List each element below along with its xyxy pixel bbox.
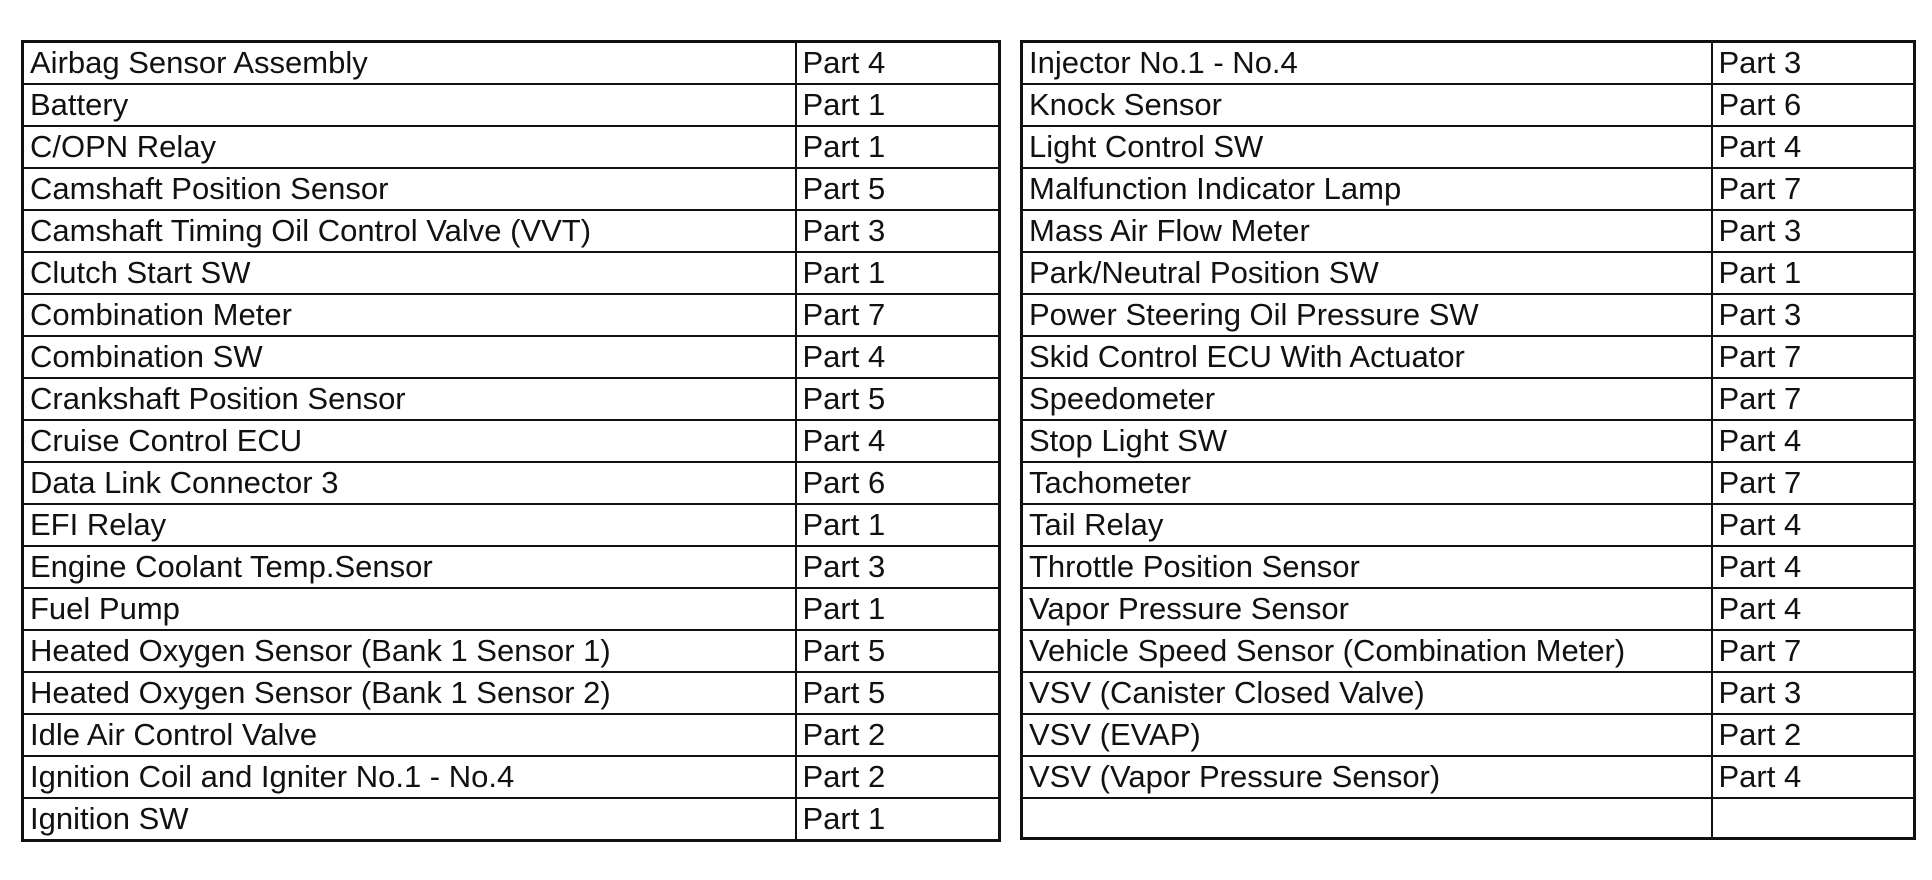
component-name-cell: Airbag Sensor Assembly — [23, 42, 796, 85]
part-reference-cell: Part 6 — [1712, 84, 1915, 126]
table-row — [23, 756, 1000, 798]
component-name-cell: Combination Meter — [23, 294, 796, 336]
component-name-cell: Skid Control ECU With Actuator — [1022, 336, 1712, 378]
table-row — [23, 168, 1000, 210]
component-name-cell: Heated Oxygen Sensor (Bank 1 Sensor 2) — [23, 672, 796, 714]
part-reference-cell: Part 4 — [796, 336, 1000, 378]
table-row — [23, 546, 1000, 588]
component-name-cell: Fuel Pump — [23, 588, 796, 630]
table-row — [1022, 588, 1915, 630]
table-row — [1022, 714, 1915, 756]
component-name-cell: Knock Sensor — [1022, 84, 1712, 126]
component-name-cell: Engine Coolant Temp.Sensor — [23, 546, 796, 588]
component-name-cell: Tachometer — [1022, 462, 1712, 504]
component-name-cell: Injector No.1 - No.4 — [1022, 42, 1712, 85]
component-name-cell: Ignition Coil and Igniter No.1 - No.4 — [23, 756, 796, 798]
component-name-cell: EFI Relay — [23, 504, 796, 546]
part-reference-cell: Part 3 — [1712, 294, 1915, 336]
part-reference-cell: Part 4 — [796, 420, 1000, 462]
component-name-cell: Park/Neutral Position SW — [1022, 252, 1712, 294]
part-reference-cell: Part 3 — [1712, 672, 1915, 714]
component-name-cell: Stop Light SW — [1022, 420, 1712, 462]
part-reference-cell: Part 1 — [796, 588, 1000, 630]
component-name-cell: Tail Relay — [1022, 504, 1712, 546]
left-table-body — [23, 42, 1000, 841]
table-row — [1022, 462, 1915, 504]
table-row — [23, 252, 1000, 294]
part-reference-cell: Part 7 — [1712, 462, 1915, 504]
table-row — [23, 210, 1000, 252]
table-row — [1022, 294, 1915, 336]
table-row — [1022, 84, 1915, 126]
component-name-cell: Throttle Position Sensor — [1022, 546, 1712, 588]
component-name-cell: Heated Oxygen Sensor (Bank 1 Sensor 1) — [23, 630, 796, 672]
part-reference-cell: Part 1 — [796, 126, 1000, 168]
part-reference-cell: Part 2 — [796, 756, 1000, 798]
table-row — [1022, 168, 1915, 210]
table-row — [23, 420, 1000, 462]
part-reference-cell: Part 1 — [796, 798, 1000, 841]
part-reference-cell: Part 7 — [1712, 168, 1915, 210]
part-reference-cell: Part 5 — [796, 672, 1000, 714]
part-reference-cell: Part 2 — [1712, 714, 1915, 756]
component-name-cell: Crankshaft Position Sensor — [23, 378, 796, 420]
part-reference-cell: Part 5 — [796, 378, 1000, 420]
part-reference-cell: Part 2 — [796, 714, 1000, 756]
part-reference-cell: Part 4 — [1712, 546, 1915, 588]
table-row — [23, 294, 1000, 336]
part-reference-cell: Part 1 — [1712, 252, 1915, 294]
part-reference-cell: Part 6 — [796, 462, 1000, 504]
part-reference-cell — [1712, 798, 1915, 838]
table-row — [23, 378, 1000, 420]
part-reference-cell: Part 1 — [796, 252, 1000, 294]
table-row — [1022, 210, 1915, 252]
component-name-cell: Idle Air Control Valve — [23, 714, 796, 756]
component-name-cell: Data Link Connector 3 — [23, 462, 796, 504]
part-reference-cell: Part 1 — [796, 84, 1000, 126]
component-index-table-left — [21, 40, 1001, 842]
table-row — [1022, 252, 1915, 294]
part-reference-cell: Part 7 — [1712, 630, 1915, 672]
part-reference-cell: Part 3 — [796, 546, 1000, 588]
table-row — [1022, 336, 1915, 378]
part-reference-cell: Part 4 — [1712, 126, 1915, 168]
table-row — [1022, 420, 1915, 462]
component-name-cell: Camshaft Position Sensor — [23, 168, 796, 210]
component-index-table-right — [1020, 40, 1916, 840]
component-name-cell: Mass Air Flow Meter — [1022, 210, 1712, 252]
part-reference-cell: Part 4 — [796, 42, 1000, 85]
part-reference-cell: Part 7 — [796, 294, 1000, 336]
component-name-cell: Malfunction Indicator Lamp — [1022, 168, 1712, 210]
table-row — [1022, 756, 1915, 798]
table-row — [23, 84, 1000, 126]
component-name-cell: Clutch Start SW — [23, 252, 796, 294]
table-row — [23, 672, 1000, 714]
table-row — [1022, 546, 1915, 588]
component-name-cell: Vehicle Speed Sensor (Combination Meter) — [1022, 630, 1712, 672]
part-reference-cell: Part 4 — [1712, 588, 1915, 630]
part-reference-cell: Part 7 — [1712, 378, 1915, 420]
right-table-body — [1022, 42, 1915, 839]
part-reference-cell: Part 7 — [1712, 336, 1915, 378]
part-reference-cell: Part 4 — [1712, 420, 1915, 462]
component-name-cell: VSV (EVAP) — [1022, 714, 1712, 756]
part-reference-cell: Part 3 — [1712, 42, 1915, 85]
component-name-cell — [1022, 798, 1712, 838]
component-name-cell: Power Steering Oil Pressure SW — [1022, 294, 1712, 336]
component-name-cell: VSV (Vapor Pressure Sensor) — [1022, 756, 1712, 798]
part-reference-cell: Part 5 — [796, 168, 1000, 210]
table-row — [23, 630, 1000, 672]
table-row — [1022, 42, 1915, 85]
table-row — [1022, 798, 1915, 838]
table-row — [1022, 672, 1915, 714]
component-name-cell: C/OPN Relay — [23, 126, 796, 168]
table-row — [23, 588, 1000, 630]
table-row — [23, 42, 1000, 85]
table-row — [23, 714, 1000, 756]
table-row — [23, 126, 1000, 168]
part-reference-cell: Part 1 — [796, 504, 1000, 546]
table-row — [23, 798, 1000, 841]
component-name-cell: Cruise Control ECU — [23, 420, 796, 462]
component-name-cell: Light Control SW — [1022, 126, 1712, 168]
component-name-cell: Battery — [23, 84, 796, 126]
component-name-cell: Speedometer — [1022, 378, 1712, 420]
table-row — [1022, 126, 1915, 168]
table-row — [23, 462, 1000, 504]
component-name-cell: Combination SW — [23, 336, 796, 378]
table-row — [1022, 630, 1915, 672]
component-name-cell: Camshaft Timing Oil Control Valve (VVT) — [23, 210, 796, 252]
part-reference-cell: Part 4 — [1712, 756, 1915, 798]
part-reference-cell: Part 5 — [796, 630, 1000, 672]
table-row — [1022, 378, 1915, 420]
component-name-cell: Ignition SW — [23, 798, 796, 841]
part-reference-cell: Part 3 — [796, 210, 1000, 252]
table-row — [23, 336, 1000, 378]
table-row — [1022, 504, 1915, 546]
part-reference-cell: Part 3 — [1712, 210, 1915, 252]
component-name-cell: Vapor Pressure Sensor — [1022, 588, 1712, 630]
table-row — [23, 504, 1000, 546]
component-name-cell: VSV (Canister Closed Valve) — [1022, 672, 1712, 714]
part-reference-cell: Part 4 — [1712, 504, 1915, 546]
